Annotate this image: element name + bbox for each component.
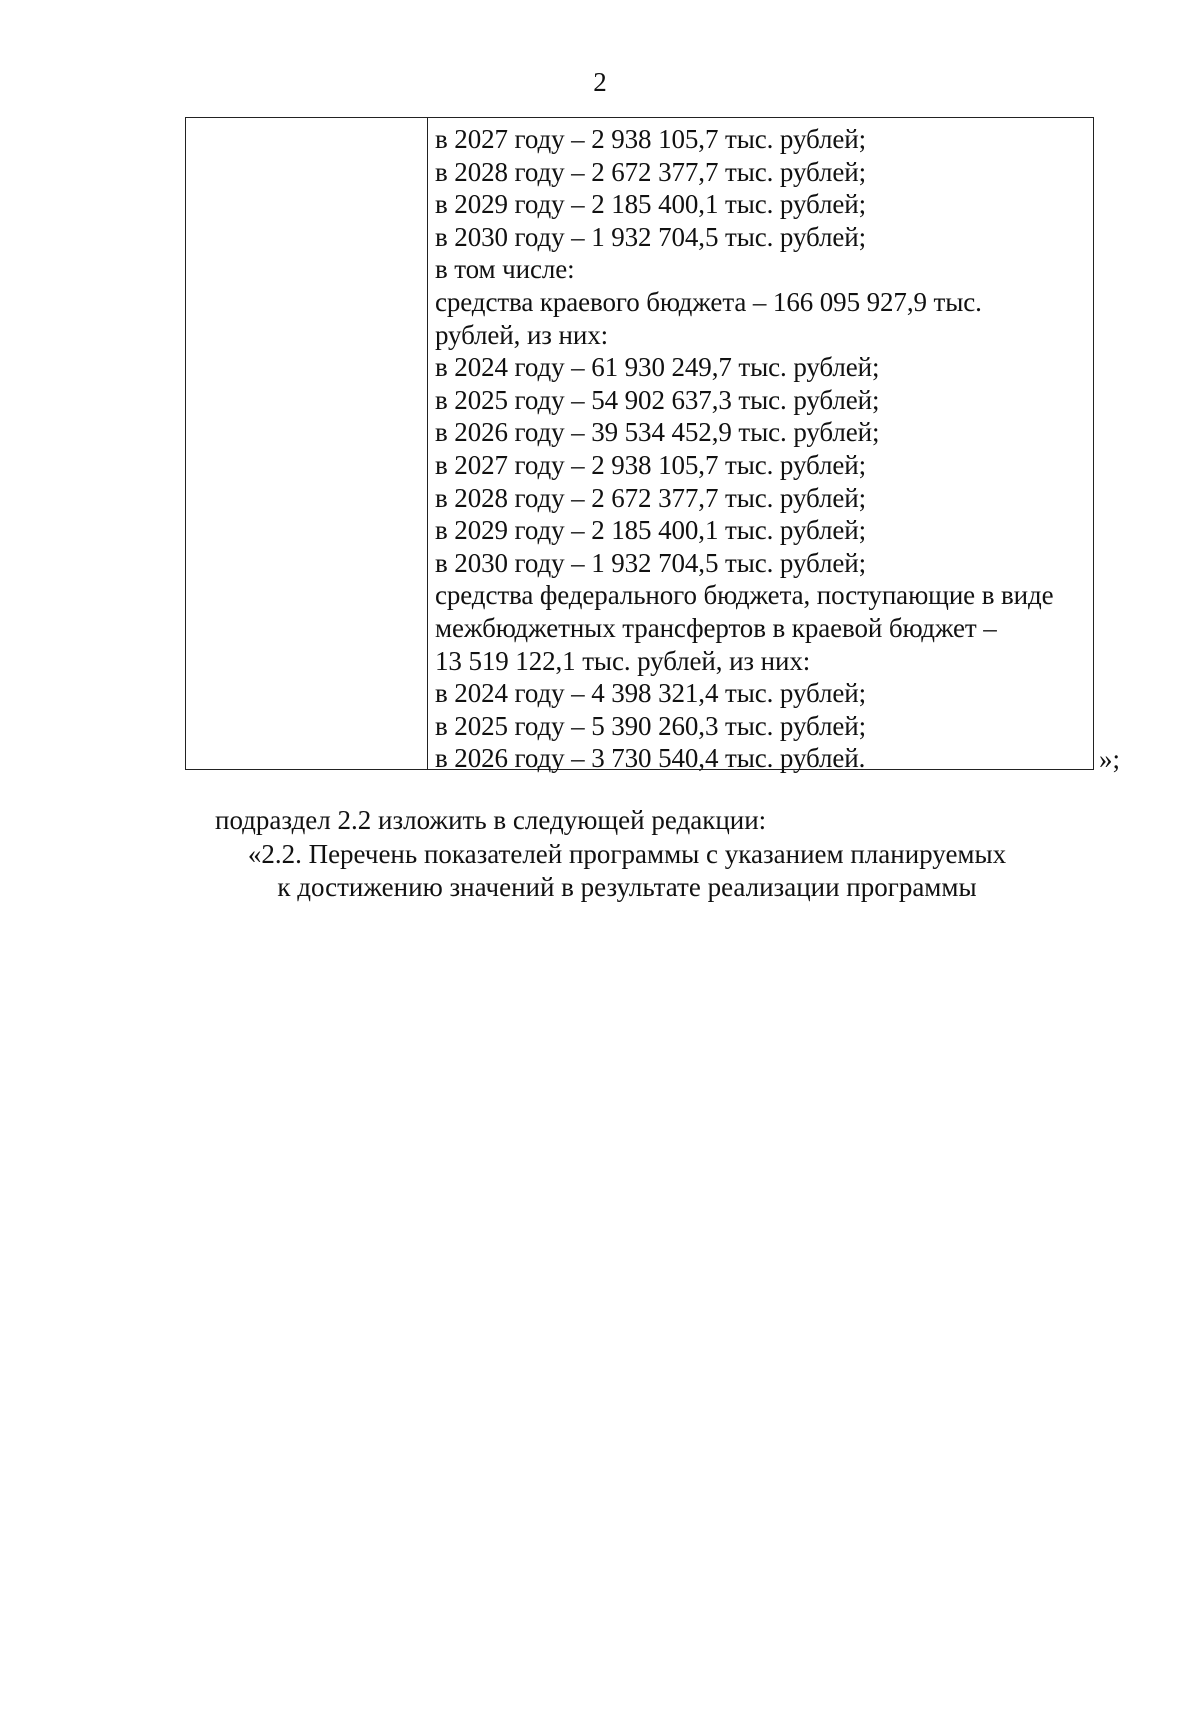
closing-quote: »; (1099, 744, 1121, 774)
section-heading (0, 838, 1200, 904)
financing-line: в 2030 году – 1 932 704,5 тыс. рублей; (435, 547, 866, 578)
financing-line: в 2025 году – 5 390 260,3 тыс. рублей; (435, 710, 866, 741)
page-number: 2 (593, 67, 607, 97)
financing-line: средства краевого бюджета – 166 095 927,9 тыс. (435, 286, 982, 317)
section-heading-line: «2.2. Перечень показателей программы с указанием планируемых (247, 839, 1007, 869)
financing-line: в 2028 году – 2 672 377,7 тыс. рублей; (435, 156, 866, 187)
table-column-divider (427, 118, 428, 769)
financing-line: рублей, из них: (435, 319, 609, 350)
amendment-intro: подраздел 2.2 изложить в следующей редакции: (215, 805, 767, 835)
financing-line: в 2029 году – 2 185 400,1 тыс. рублей; (435, 515, 866, 546)
financing-line: в 2025 году – 54 902 637,3 тыс. рублей; (435, 384, 880, 415)
financing-line: в 2024 году – 4 398 321,4 тыс. рублей; (435, 678, 866, 709)
financing-line: в 2027 году – 2 938 105,7 тыс. рублей; (435, 124, 866, 154)
financing-line: в 2026 году – 39 534 452,9 тыс. рублей; (435, 417, 880, 448)
financing-line: в том числе: (435, 254, 575, 285)
financing-line: средства федерального бюджета, поступающие в виде (435, 580, 1054, 611)
financing-line: в 2029 году – 2 185 400,1 тыс. рублей; (435, 189, 866, 220)
financing-cell (435, 123, 1090, 775)
financing-line: 13 519 122,1 тыс. рублей, из них: (435, 645, 811, 676)
financing-line: в 2027 году – 2 938 105,7 тыс. рублей; (435, 449, 866, 480)
financing-line: в 2028 году – 2 672 377,7 тыс. рублей; (435, 482, 866, 513)
financing-line: в 2026 году – 3 730 540,4 тыс. рублей. (435, 743, 866, 774)
financing-line: в 2030 году – 1 932 704,5 тыс. рублей; (435, 221, 866, 252)
section-heading-line: к достижению значений в результате реализации программы (277, 872, 977, 902)
financing-table (185, 117, 1094, 774)
financing-line: межбюджетных трансфертов в краевой бюджет – (435, 612, 997, 643)
financing-line: в 2024 году – 61 930 249,7 тыс. рублей; (435, 352, 880, 383)
